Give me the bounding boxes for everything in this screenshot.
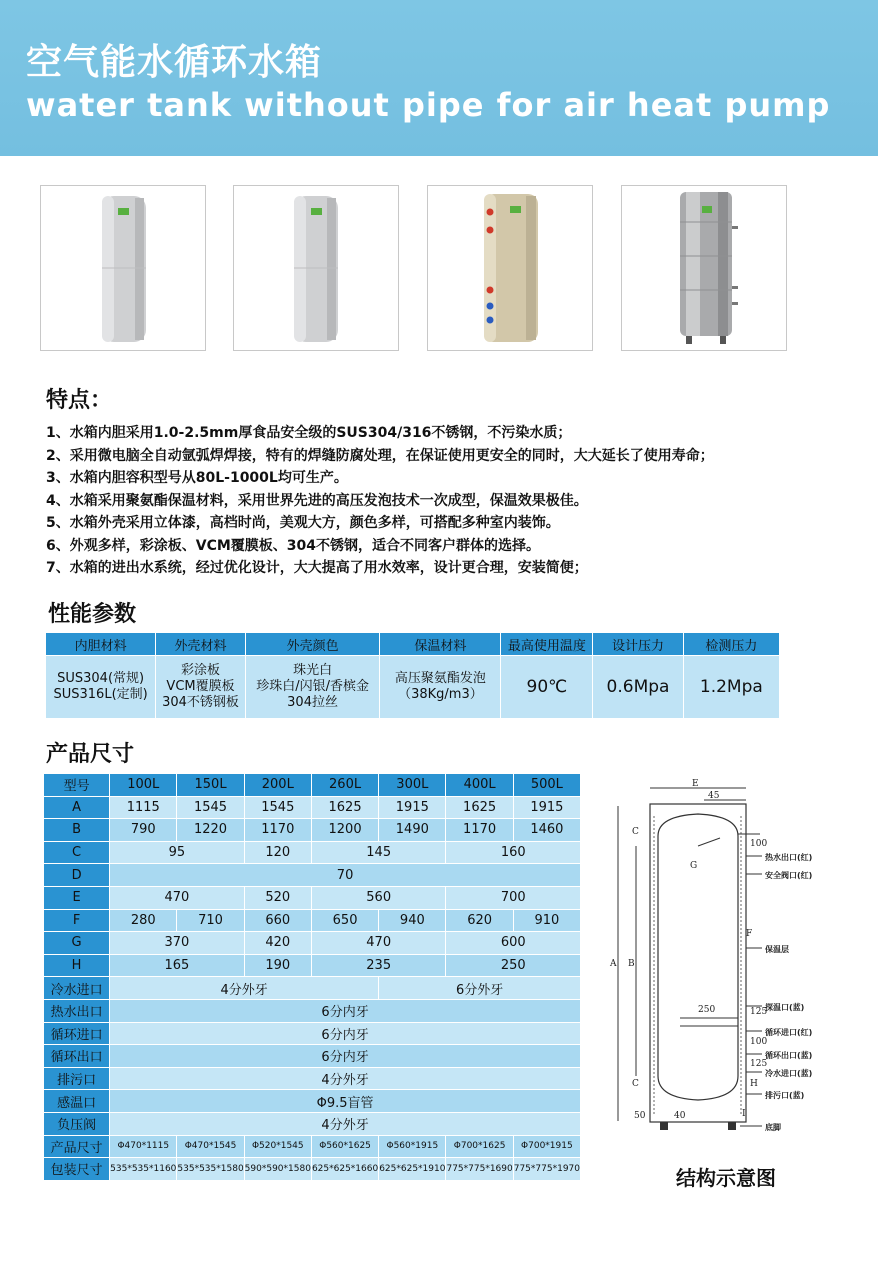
table-cell: 6分内牙 [110, 999, 581, 1022]
row-label: C [44, 841, 110, 864]
row-label: 感温口 [44, 1090, 110, 1113]
callout-label: 冷水进口(蓝) [765, 1069, 813, 1078]
spec-header: 最高使用温度 [501, 633, 593, 656]
table-cell: Φ700*1625 [446, 1135, 513, 1158]
table-row [44, 1112, 581, 1135]
table-cell: 940 [379, 909, 446, 932]
spec-header: 设计压力 [593, 633, 683, 656]
spec-value: SUS316L(定制) [53, 687, 148, 702]
size-header: 150L [177, 774, 244, 797]
row-label: 循环出口 [44, 1045, 110, 1068]
table-cell: 70 [110, 864, 581, 887]
table-cell: 775*775*1690 [446, 1158, 513, 1181]
table-cell: 560 [311, 886, 446, 909]
spec-max-temp: 90℃ [501, 656, 593, 719]
product-photo-white-tank-1 [40, 185, 206, 351]
table-cell: 1545 [244, 796, 311, 819]
table-cell: 775*775*1970 [513, 1158, 580, 1181]
feature-item: 4、水箱采用聚氨酯保温材料，采用世界先进的高压发泡技术一次成型，保温效果极佳。 [46, 492, 588, 509]
dim-label: B [628, 959, 635, 969]
table-cell: 370 [110, 932, 245, 955]
feature-item: 5、水箱外壳采用立体漆，高档时尚，美观大方，颜色多样，可搭配多种室内装饰。 [46, 515, 560, 531]
table-cell: 235 [311, 954, 446, 977]
dim-label: C [632, 1079, 639, 1089]
table-cell: 1625 [311, 796, 378, 819]
table-cell: 6分内牙 [110, 1045, 581, 1068]
spec-header: 外壳颜色 [245, 633, 379, 656]
row-label: 排污口 [44, 1067, 110, 1090]
feature-item: 1、水箱内胆采用1.0-2.5mm厚食品安全级的SUS304/316不锈钢，不污染水质； [46, 425, 572, 441]
table-row [44, 864, 581, 887]
callout-label: 排污口(蓝) [765, 1091, 805, 1100]
size-header: 200L [244, 774, 311, 797]
callout-label: 安全阀口(红) [765, 871, 813, 880]
table-cell: Φ470*1115 [110, 1135, 177, 1158]
callout-label: 热水出口(红) [765, 853, 813, 862]
row-label: F [44, 909, 110, 932]
spec-value: 高压聚氨酯发泡 [394, 671, 486, 686]
feature-item: 2、采用微电脑全自动氩弧焊焊接，特有的焊缝防腐处理，在保证使用更安全的同时，大大延长了使用寿命； [46, 447, 714, 464]
spec-value: （38Kg/m3） [398, 687, 483, 702]
dim-label: 100 [750, 839, 768, 849]
table-cell: 95 [110, 841, 245, 864]
table-row [44, 841, 581, 864]
size-header: 260L [311, 774, 378, 797]
dim-label: 125 [750, 1007, 768, 1017]
table-row [44, 977, 581, 1000]
table-cell: 625*625*1660 [311, 1158, 378, 1181]
table-row [44, 1067, 581, 1090]
table-cell: Φ9.5盲管 [110, 1090, 581, 1113]
table-cell: 710 [177, 909, 244, 932]
table-cell: 1625 [446, 796, 513, 819]
table-cell: Φ700*1915 [513, 1135, 580, 1158]
dim-label: I [742, 1109, 746, 1119]
dim-label: 250 [698, 1005, 716, 1015]
page-title-cn: 空气能水循环水箱 [26, 42, 323, 83]
table-cell: 145 [311, 841, 446, 864]
row-label: 包装尺寸 [44, 1158, 110, 1181]
spec-value: 304不锈钢板 [162, 695, 239, 710]
table-cell: 4分外牙 [110, 977, 379, 1000]
row-label: G [44, 932, 110, 955]
spec-header: 检测压力 [683, 633, 779, 656]
row-label: H [44, 954, 110, 977]
row-label: 热水出口 [44, 999, 110, 1022]
table-row [44, 819, 581, 842]
sizes-heading: 产品尺寸 [46, 742, 135, 767]
spec-value: 珍珠白/闪银/香槟金 [256, 679, 369, 694]
table-cell: 520 [244, 886, 311, 909]
spec-value: VCM覆膜板 [166, 679, 235, 694]
dim-label: H [750, 1079, 758, 1089]
size-header: 型号 [44, 774, 110, 797]
spec-shell-material [156, 656, 246, 719]
spec-inner-material [46, 656, 156, 719]
dim-label: C [632, 827, 639, 837]
table-cell: 1170 [446, 819, 513, 842]
row-label: A [44, 796, 110, 819]
table-row [44, 909, 581, 932]
spec-shell-color [245, 656, 379, 719]
feature-item: 7、水箱的进出水系统，经过优化设计，大大提高了用水效率，设计更合理，安装简便； [46, 560, 588, 576]
product-photo-steel-tank [621, 185, 787, 351]
table-cell: 1220 [177, 819, 244, 842]
spec-value: 304拉丝 [287, 695, 338, 710]
product-photo-white-tank-2 [233, 185, 399, 351]
table-cell: Φ560*1625 [311, 1135, 378, 1158]
size-header: 400L [446, 774, 513, 797]
table-row [44, 999, 581, 1022]
table-cell: 250 [446, 954, 581, 977]
table-cell: 4分外牙 [110, 1112, 581, 1135]
table-cell: 1915 [379, 796, 446, 819]
table-cell: 190 [244, 954, 311, 977]
table-cell: 590*590*1580 [244, 1158, 311, 1181]
callout-label: 底脚 [765, 1123, 781, 1132]
table-cell: 1915 [513, 796, 580, 819]
page-title-en: water tank without pipe for air heat pump [26, 86, 831, 124]
table-cell: 165 [110, 954, 245, 977]
size-header: 100L [110, 774, 177, 797]
size-header: 500L [513, 774, 580, 797]
sizes-table [43, 773, 581, 1181]
spec-insulation [380, 656, 501, 719]
table-cell: 6分外牙 [379, 977, 581, 1000]
spec-design-pressure: 0.6Mpa [593, 656, 683, 719]
feature-item: 3、水箱内胆容积型号从80L-1000L均可生产。 [46, 470, 348, 486]
table-cell: 4分外牙 [110, 1067, 581, 1090]
dim-label: E [692, 779, 699, 789]
table-cell: Φ560*1915 [379, 1135, 446, 1158]
table-cell: 650 [311, 909, 378, 932]
table-cell: 535*535*1580 [177, 1158, 244, 1181]
row-label: 冷水进口 [44, 977, 110, 1000]
table-cell: 1545 [177, 796, 244, 819]
table-row [44, 954, 581, 977]
table-cell: 700 [446, 886, 581, 909]
table-row [44, 932, 581, 955]
dim-label: 40 [674, 1111, 686, 1121]
table-cell: 280 [110, 909, 177, 932]
specs-table [45, 632, 780, 719]
table-cell: 1490 [379, 819, 446, 842]
table-row [44, 1090, 581, 1113]
spec-test-pressure: 1.2Mpa [683, 656, 779, 719]
specs-heading: 性能参数 [48, 602, 137, 627]
diagram-caption: 结构示意图 [676, 1166, 776, 1190]
title-banner [0, 0, 878, 156]
row-label: 循环进口 [44, 1022, 110, 1045]
spec-value: 彩涂板 [181, 663, 221, 678]
table-row [44, 886, 581, 909]
features-heading: 特点： [46, 388, 113, 413]
spec-header: 外壳材料 [156, 633, 246, 656]
product-photo-champagne-tank [427, 185, 593, 351]
table-row [44, 1158, 581, 1181]
structure-diagram [600, 776, 840, 1138]
dim-label: G [690, 861, 698, 871]
table-cell: 790 [110, 819, 177, 842]
callout-label: 探温口(蓝) [765, 1003, 805, 1012]
table-cell: 6分内牙 [110, 1022, 581, 1045]
dim-label: A [610, 959, 617, 969]
spec-header: 内胆材料 [46, 633, 156, 656]
callout-label: 循环出口(蓝) [765, 1051, 813, 1060]
dim-label: 100 [750, 1037, 768, 1047]
table-row [44, 796, 581, 819]
table-row [44, 1022, 581, 1045]
dim-label: 45 [708, 791, 720, 801]
table-cell: 1115 [110, 796, 177, 819]
table-cell: Φ520*1545 [244, 1135, 311, 1158]
row-label: 负压阀 [44, 1112, 110, 1135]
table-cell: 620 [446, 909, 513, 932]
row-label: B [44, 819, 110, 842]
row-label: 产品尺寸 [44, 1135, 110, 1158]
table-row [44, 1135, 581, 1158]
spec-header: 保温材料 [380, 633, 501, 656]
dim-label: 50 [634, 1111, 646, 1121]
table-cell: 1170 [244, 819, 311, 842]
table-cell: 420 [244, 932, 311, 955]
table-cell: 535*535*1160 [110, 1158, 177, 1181]
table-cell: 910 [513, 909, 580, 932]
spec-value: SUS304(常规) [57, 671, 145, 686]
table-row [44, 1045, 581, 1068]
dim-label: F [746, 929, 753, 939]
row-label: D [44, 864, 110, 887]
table-cell: 625*625*1910 [379, 1158, 446, 1181]
table-cell: 470 [311, 932, 446, 955]
table-cell: 120 [244, 841, 311, 864]
row-label: E [44, 886, 110, 909]
table-cell: 160 [446, 841, 581, 864]
callout-label: 循环进口(红) [765, 1028, 813, 1037]
table-cell: 470 [110, 886, 245, 909]
callout-label: 保温层 [765, 945, 789, 954]
table-cell: Φ470*1545 [177, 1135, 244, 1158]
spec-value: 珠光白 [293, 663, 333, 678]
size-header: 300L [379, 774, 446, 797]
features-list [46, 422, 876, 580]
table-cell: 660 [244, 909, 311, 932]
table-cell: 600 [446, 932, 581, 955]
feature-item: 6、外观多样，彩涂板、VCM覆膜板、304不锈钢，适合不同客户群体的选择。 [46, 537, 541, 554]
dim-label: 125 [750, 1059, 768, 1069]
table-cell: 1460 [513, 819, 580, 842]
table-cell: 1200 [311, 819, 378, 842]
